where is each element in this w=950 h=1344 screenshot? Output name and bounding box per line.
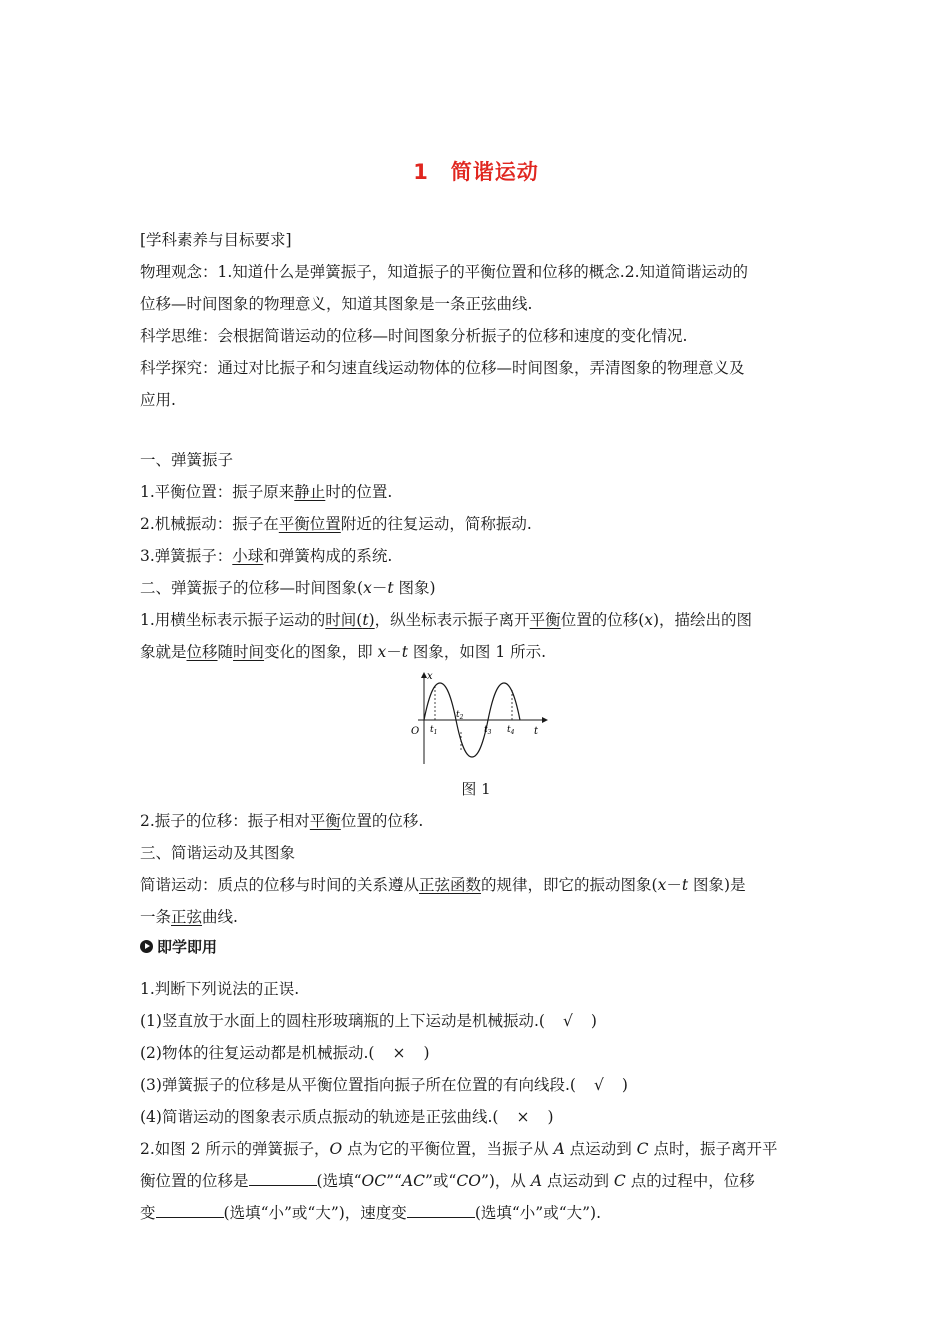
q1-item-2: (2)物体的往复运动都是机械振动.( × ): [140, 1044, 430, 1062]
s2-para-1-line-1: 1.用横坐标表示振子运动的时间(t)，纵坐标表示振子离开平衡位置的位移(x)，描绘出的图: [140, 611, 753, 629]
s2-para-2: 2.振子的位移：振子相对平衡位置的位移.: [140, 812, 424, 830]
q2-line-3: 变 (选填“小”或“大”)，速度变 (选填“小”或“大”).: [140, 1204, 602, 1222]
figure-1-caption: 图 1: [461, 780, 491, 798]
practice-heading: 即学即用: [140, 936, 812, 958]
goals-line-3: 科学思维：会根据简谐运动的位移—时间图象分析振子的位移和速度的变化情况.: [140, 327, 688, 345]
section-3-heading: 三、简谐运动及其图象: [140, 844, 296, 862]
q2-line-1: 2.如图 2 所示的弹簧振子，O 点为它的平衡位置，当振子从 A 点运动到 C 点时，振子离开平: [140, 1140, 778, 1158]
q1-item-3: (3)弹簧振子的位移是从平衡位置指向振子所在位置的有向线段.( √ ): [140, 1076, 628, 1094]
figure-1-sine-graph: [408, 670, 548, 770]
origin-label: O: [411, 726, 420, 737]
goals-line-2: 位移—时间图象的物理意义，知道其图象是一条正弦曲线.: [140, 295, 533, 313]
q1-stem: 1.判断下列说法的正误.: [140, 980, 300, 998]
t1-label: $t_1$: [430, 725, 438, 736]
goals-line-4: 科学探究：通过对比振子和匀速直线运动物体的位移—时间图象，弄清图象的物理意义及: [140, 359, 745, 377]
check-mark: √: [562, 1012, 573, 1030]
section-2-heading: 二、弹簧振子的位移—时间图象(x－t 图象): [140, 579, 436, 597]
q1-item-4: (4)简谐运动的图象表示质点振动的轨迹是正弦曲线.( × ): [140, 1108, 554, 1126]
answer-blank-3[interactable]: [407, 1203, 475, 1218]
check-mark: √: [593, 1076, 604, 1094]
answer-blank-2[interactable]: [156, 1203, 224, 1218]
t4-label: $t_4$: [507, 725, 515, 736]
q2-line-2: 衡位置的位移是 (选填“OC”“AC”或“CO”)，从 A 点运动到 C 点的过程中，位移: [140, 1172, 755, 1190]
t2-label: $t_2$: [456, 710, 464, 721]
t-axis-label: t: [534, 726, 539, 737]
cross-mark: ×: [392, 1044, 406, 1062]
page-title: 1 简谐运动: [413, 160, 539, 184]
answer-blank-1[interactable]: [249, 1171, 317, 1186]
s1-item-2: 2.机械振动：振子在平衡位置附近的往复运动，简称振动.: [140, 515, 532, 533]
s1-item-1: 1.平衡位置：振子原来静止时的位置.: [140, 483, 393, 501]
s2-para-1-line-2: 象就是位移随时间变化的图象，即 x－t 图象，如图 1 所示.: [140, 643, 547, 661]
goals-header: [学科素养与目标要求]: [140, 231, 292, 249]
t-axis-arrow: [542, 717, 548, 723]
s3-para-line-1: 简谐运动：质点的位移与时间的关系遵从正弦函数的规律，即它的振动图象(x－t 图象)是: [140, 876, 746, 894]
s1-item-3: 3.弹簧振子：小球和弹簧构成的系统.: [140, 547, 393, 565]
t3-label: $t_3$: [484, 725, 492, 736]
goals-line-5: 应用.: [140, 391, 176, 409]
goals-line-1: 物理观念：1.知道什么是弹簧振子，知道振子的平衡位置和位移的概念.2.知道简谐运动的: [140, 263, 749, 281]
section-1-heading: 一、弹簧振子: [140, 451, 234, 469]
q1-item-1: (1)竖直放于水面上的圆柱形玻璃瓶的上下运动是机械振动.( √ ): [140, 1012, 597, 1030]
play-icon: [140, 940, 153, 953]
x-axis-label: x: [427, 671, 433, 682]
s3-para-line-2: 一条正弦曲线.: [140, 908, 238, 926]
cross-mark: ×: [516, 1108, 530, 1126]
